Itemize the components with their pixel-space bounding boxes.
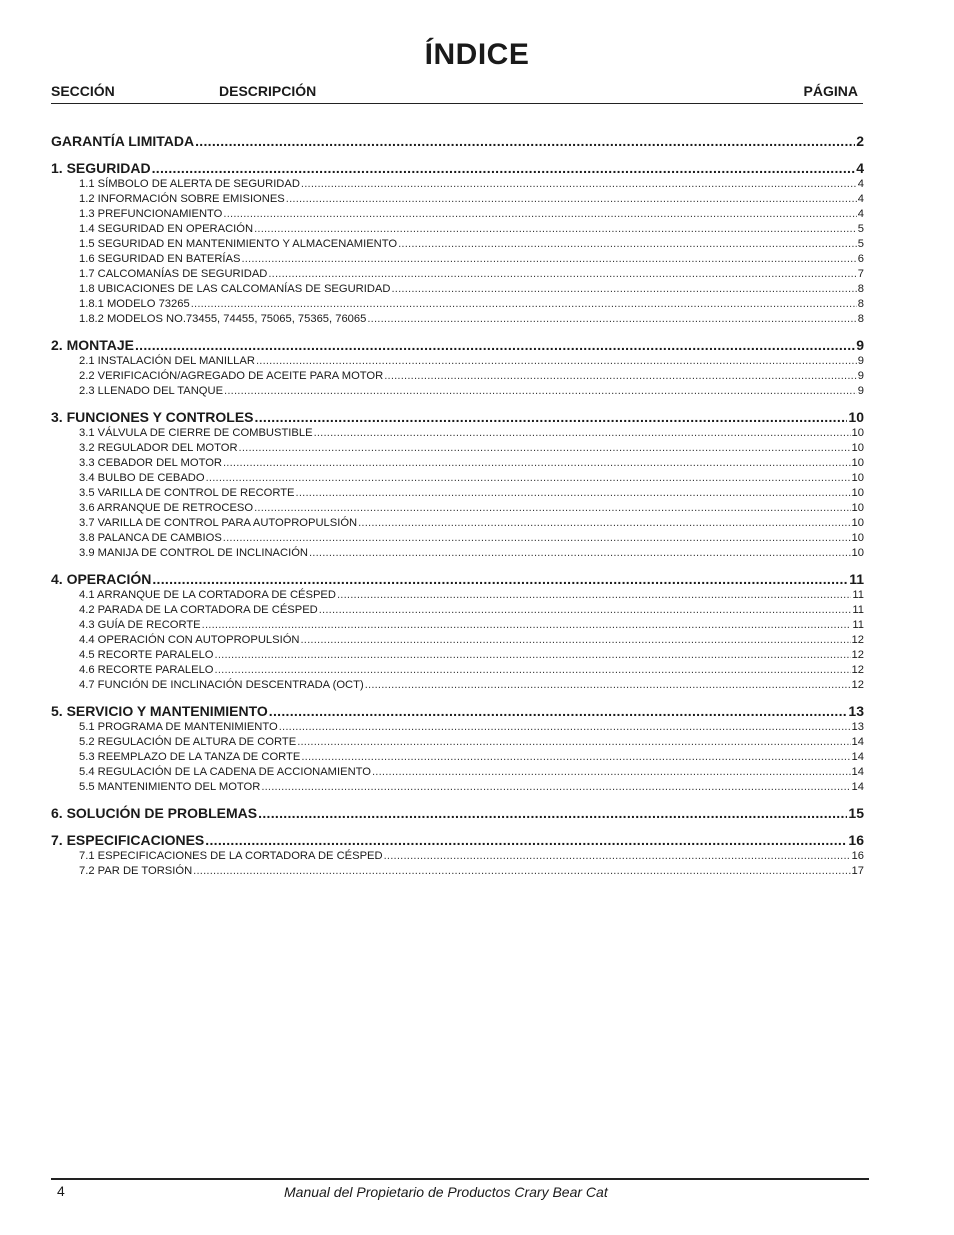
toc-subsection-label: 4.1 ARRANQUE DE LA CORTADORA DE CÉSPED bbox=[79, 589, 336, 601]
toc-subsection-label: 2.3 LLENADO DEL TANQUE bbox=[79, 385, 224, 397]
toc-subsection-entry bbox=[51, 501, 864, 516]
toc-header bbox=[51, 81, 863, 104]
dot-leader bbox=[365, 678, 851, 693]
toc-subsection-entry bbox=[51, 780, 864, 795]
toc-subsection-entry bbox=[51, 267, 864, 282]
toc-subsection-entry bbox=[51, 312, 864, 327]
dot-leader bbox=[337, 588, 851, 603]
toc-subsection-page: 14 bbox=[851, 766, 864, 778]
toc-subsection-page: 9 bbox=[857, 385, 864, 397]
toc-section-label: 1. SEGURIDAD bbox=[51, 160, 151, 176]
toc-subsection-entry bbox=[51, 864, 864, 879]
toc-subsection-page: 6 bbox=[857, 253, 864, 265]
toc-subsection-label: 5.4 REGULACIÓN DE LA CADENA DE ACCIONAMIENTO bbox=[79, 766, 371, 778]
toc-section-label: 6. SOLUCIÓN DE PROBLEMAS bbox=[51, 805, 258, 821]
toc-subsection-entry bbox=[51, 471, 864, 486]
dot-leader bbox=[279, 720, 851, 735]
toc-subsection-label: 1.7 CALCOMANÍAS DE SEGURIDAD bbox=[79, 268, 268, 280]
footer-title: Manual del Propietario de Productos Crary Bear Cat bbox=[284, 1184, 608, 1200]
toc-subsection-label: 3.1 VÁLVULA DE CIERRE DE COMBUSTIBLE bbox=[79, 427, 313, 439]
table-of-contents bbox=[51, 133, 864, 879]
dot-leader bbox=[261, 780, 850, 795]
dot-leader bbox=[301, 633, 851, 648]
toc-subsection-entry bbox=[51, 603, 864, 618]
toc-subsection-label: 4.2 PARADA DE LA CORTADORA DE CÉSPED bbox=[79, 604, 318, 616]
toc-subsection-entry bbox=[51, 618, 864, 633]
toc-subsection-page: 10 bbox=[851, 547, 864, 559]
toc-section-entry bbox=[51, 160, 864, 177]
toc-subsection-entry bbox=[51, 765, 864, 780]
dot-leader bbox=[193, 864, 850, 879]
toc-section-page: 4 bbox=[856, 160, 864, 176]
toc-subsection-label: 4.3 GUÍA DE RECORTE bbox=[79, 619, 201, 631]
toc-subsection-entry bbox=[51, 384, 864, 399]
dot-leader bbox=[367, 312, 856, 327]
header-page-label: PÁGINA bbox=[803, 83, 858, 99]
toc-section-page: 2 bbox=[856, 133, 864, 149]
toc-subsection-label: 1.5 SEGURIDAD EN MANTENIMIENTO Y ALMACENAMIENTO bbox=[79, 238, 398, 250]
toc-section-label: 7. ESPECIFICACIONES bbox=[51, 832, 205, 848]
toc-subsection-page: 5 bbox=[857, 238, 864, 250]
toc-subsection-label: 2.1 INSTALACIÓN DEL MANILLAR bbox=[79, 355, 255, 367]
dot-leader bbox=[319, 603, 852, 618]
toc-subsection-entry bbox=[51, 222, 864, 237]
toc-subsection-page: 4 bbox=[857, 178, 864, 190]
toc-subsection-entry bbox=[51, 252, 864, 267]
toc-subsection-entry bbox=[51, 750, 864, 765]
dot-leader bbox=[384, 369, 857, 384]
toc-subsection-entry bbox=[51, 849, 864, 864]
toc-subsection-page: 10 bbox=[851, 487, 864, 499]
dot-leader bbox=[215, 663, 851, 678]
toc-section-page: 16 bbox=[848, 832, 864, 848]
dot-leader bbox=[239, 441, 851, 456]
toc-subsection-label: 1.8 UBICACIONES DE LAS CALCOMANÍAS DE SEGURIDAD bbox=[79, 283, 391, 295]
toc-subsection-page: 4 bbox=[857, 208, 864, 220]
toc-subsection-entry bbox=[51, 546, 864, 561]
toc-subsection-label: 2.2 VERIFICACIÓN/AGREGADO DE ACEITE PARA MOTOR bbox=[79, 370, 384, 382]
toc-subsection-entry bbox=[51, 663, 864, 678]
toc-subsection-entry bbox=[51, 207, 864, 222]
dot-leader bbox=[206, 471, 851, 486]
dot-leader bbox=[152, 571, 848, 587]
dot-leader bbox=[223, 531, 851, 546]
dot-leader bbox=[195, 133, 855, 149]
toc-subsection-page: 12 bbox=[851, 679, 864, 691]
toc-section-page: 10 bbox=[848, 409, 864, 425]
toc-subsection-page: 9 bbox=[857, 355, 864, 367]
toc-section-label: 2. MONTAJE bbox=[51, 337, 134, 353]
dot-leader bbox=[135, 337, 855, 353]
toc-subsection-label: 1.4 SEGURIDAD EN OPERACIÓN bbox=[79, 223, 254, 235]
dot-leader bbox=[398, 237, 857, 252]
toc-section-entry bbox=[51, 133, 864, 150]
toc-subsection-entry bbox=[51, 282, 864, 297]
dot-leader bbox=[269, 703, 848, 719]
toc-subsection-page: 10 bbox=[851, 517, 864, 529]
toc-subsection-entry bbox=[51, 735, 864, 750]
toc-subsection-label: 3.9 MANIJA DE CONTROL DE INCLINACIÓN bbox=[79, 547, 308, 559]
dot-leader bbox=[241, 252, 856, 267]
toc-section-label: 3. FUNCIONES Y CONTROLES bbox=[51, 409, 254, 425]
toc-section-page: 9 bbox=[856, 337, 864, 353]
toc-subsection-entry bbox=[51, 426, 864, 441]
dot-leader bbox=[384, 849, 851, 864]
dot-leader bbox=[314, 426, 851, 441]
toc-subsection-page: 11 bbox=[852, 604, 864, 616]
toc-section-page: 15 bbox=[848, 805, 864, 821]
toc-subsection-entry bbox=[51, 531, 864, 546]
toc-subsection-label: 3.8 PALANCA DE CAMBIOS bbox=[79, 532, 222, 544]
toc-subsection-label: 5.5 MANTENIMIENTO DEL MOTOR bbox=[79, 781, 261, 793]
footer-rule bbox=[51, 1178, 869, 1180]
toc-subsection-page: 11 bbox=[852, 619, 864, 631]
toc-section-page: 13 bbox=[848, 703, 864, 719]
dot-leader bbox=[391, 282, 856, 297]
toc-subsection-page: 10 bbox=[851, 472, 864, 484]
toc-subsection-label: 1.8.1 MODELO 73265 bbox=[79, 298, 190, 310]
dot-leader bbox=[254, 222, 857, 237]
toc-section-label: 5. SERVICIO Y MANTENIMIENTO bbox=[51, 703, 268, 719]
toc-subsection-page: 13 bbox=[851, 721, 864, 733]
footer-page-number: 4 bbox=[57, 1183, 65, 1199]
dot-leader bbox=[286, 192, 857, 207]
toc-section-label: 4. OPERACIÓN bbox=[51, 571, 152, 587]
toc-subsection-entry bbox=[51, 192, 864, 207]
dot-leader bbox=[301, 750, 850, 765]
toc-section-entry bbox=[51, 571, 864, 588]
dot-leader bbox=[258, 805, 847, 821]
toc-subsection-page: 8 bbox=[857, 313, 864, 325]
toc-subsection-page: 10 bbox=[851, 502, 864, 514]
toc-subsection-page: 14 bbox=[851, 781, 864, 793]
toc-subsection-entry bbox=[51, 648, 864, 663]
toc-subsection-page: 17 bbox=[851, 865, 864, 877]
toc-subsection-label: 4.7 FUNCIÓN DE INCLINACIÓN DESCENTRADA (OCT) bbox=[79, 679, 364, 691]
toc-subsection-label: 1.3 PREFUNCIONAMIENTO bbox=[79, 208, 223, 220]
toc-subsection-entry bbox=[51, 441, 864, 456]
dot-leader bbox=[224, 384, 857, 399]
toc-subsection-entry bbox=[51, 588, 864, 603]
toc-subsection-label: 3.5 VARILLA DE CONTROL DE RECORTE bbox=[79, 487, 295, 499]
toc-subsection-entry bbox=[51, 633, 864, 648]
toc-subsection-entry bbox=[51, 354, 864, 369]
toc-subsection-label: 7.1 ESPECIFICACIONES DE LA CORTADORA DE CÉSPED bbox=[79, 850, 383, 862]
toc-subsection-page: 8 bbox=[857, 283, 864, 295]
header-section-label: SECCIÓN bbox=[51, 83, 115, 99]
dot-leader bbox=[223, 207, 856, 222]
toc-subsection-entry bbox=[51, 456, 864, 471]
toc-subsection-label: 1.1 SÍMBOLO DE ALERTA DE SEGURIDAD bbox=[79, 178, 300, 190]
dot-leader bbox=[358, 516, 850, 531]
dot-leader bbox=[296, 486, 851, 501]
dot-leader bbox=[152, 160, 856, 176]
toc-section-entry bbox=[51, 337, 864, 354]
toc-subsection-label: 1.2 INFORMACIÓN SOBRE EMISIONES bbox=[79, 193, 285, 205]
toc-subsection-page: 14 bbox=[851, 751, 864, 763]
toc-subsection-page: 9 bbox=[857, 370, 864, 382]
dot-leader bbox=[372, 765, 851, 780]
toc-subsection-page: 14 bbox=[851, 736, 864, 748]
toc-subsection-entry bbox=[51, 720, 864, 735]
page-title: ÍNDICE bbox=[424, 38, 530, 71]
toc-subsection-label: 3.7 VARILLA DE CONTROL PARA AUTOPROPULSIÓN bbox=[79, 517, 358, 529]
toc-subsection-page: 7 bbox=[857, 268, 864, 280]
toc-section-entry bbox=[51, 409, 864, 426]
dot-leader bbox=[205, 832, 847, 848]
toc-subsection-page: 5 bbox=[857, 223, 864, 235]
toc-subsection-page: 16 bbox=[851, 850, 864, 862]
toc-subsection-entry bbox=[51, 237, 864, 252]
toc-subsection-page: 4 bbox=[857, 193, 864, 205]
header-description-label: DESCRIPCIÓN bbox=[219, 83, 317, 99]
toc-section-page: 11 bbox=[849, 571, 864, 587]
dot-leader bbox=[297, 735, 850, 750]
toc-section-entry bbox=[51, 805, 864, 822]
toc-subsection-label: 1.8.2 MODELOS NO.73455, 74455, 75065, 75365, 76065 bbox=[79, 313, 367, 325]
toc-subsection-entry bbox=[51, 369, 864, 384]
toc-subsection-page: 10 bbox=[851, 427, 864, 439]
toc-subsection-entry bbox=[51, 297, 864, 312]
toc-section-entry bbox=[51, 703, 864, 720]
toc-subsection-entry bbox=[51, 177, 864, 192]
dot-leader bbox=[202, 618, 852, 633]
dot-leader bbox=[255, 409, 848, 425]
toc-subsection-label: 4.5 RECORTE PARALELO bbox=[79, 649, 214, 661]
toc-subsection-page: 12 bbox=[851, 664, 864, 676]
dot-leader bbox=[191, 297, 857, 312]
toc-section-label: GARANTÍA LIMITADA bbox=[51, 133, 195, 149]
toc-subsection-entry bbox=[51, 516, 864, 531]
toc-subsection-page: 10 bbox=[851, 532, 864, 544]
dot-leader bbox=[254, 501, 850, 516]
toc-subsection-entry bbox=[51, 678, 864, 693]
toc-section-entry bbox=[51, 832, 864, 849]
toc-subsection-page: 10 bbox=[851, 457, 864, 469]
toc-subsection-label: 1.6 SEGURIDAD EN BATERÍAS bbox=[79, 253, 241, 265]
dot-leader bbox=[215, 648, 851, 663]
toc-subsection-label: 4.4 OPERACIÓN CON AUTOPROPULSIÓN bbox=[79, 634, 300, 646]
toc-subsection-label: 5.2 REGULACIÓN DE ALTURA DE CORTE bbox=[79, 736, 297, 748]
toc-subsection-label: 5.1 PROGRAMA DE MANTENIMIENTO bbox=[79, 721, 278, 733]
dot-leader bbox=[223, 456, 851, 471]
toc-subsection-label: 3.3 CEBADOR DEL MOTOR bbox=[79, 457, 222, 469]
toc-subsection-label: 3.2 REGULADOR DEL MOTOR bbox=[79, 442, 238, 454]
toc-subsection-page: 12 bbox=[851, 649, 864, 661]
toc-subsection-page: 12 bbox=[851, 634, 864, 646]
toc-subsection-label: 7.2 PAR DE TORSIÓN bbox=[79, 865, 193, 877]
toc-subsection-entry bbox=[51, 486, 864, 501]
toc-subsection-label: 5.3 REEMPLAZO DE LA TANZA DE CORTE bbox=[79, 751, 301, 763]
dot-leader bbox=[309, 546, 851, 561]
dot-leader bbox=[268, 267, 856, 282]
toc-subsection-label: 4.6 RECORTE PARALELO bbox=[79, 664, 214, 676]
toc-subsection-label: 3.6 ARRANQUE DE RETROCESO bbox=[79, 502, 254, 514]
toc-subsection-page: 8 bbox=[857, 298, 864, 310]
dot-leader bbox=[301, 177, 857, 192]
toc-subsection-page: 11 bbox=[852, 589, 864, 601]
dot-leader bbox=[256, 354, 857, 369]
toc-subsection-label: 3.4 BULBO DE CEBADO bbox=[79, 472, 205, 484]
toc-subsection-page: 10 bbox=[851, 442, 864, 454]
